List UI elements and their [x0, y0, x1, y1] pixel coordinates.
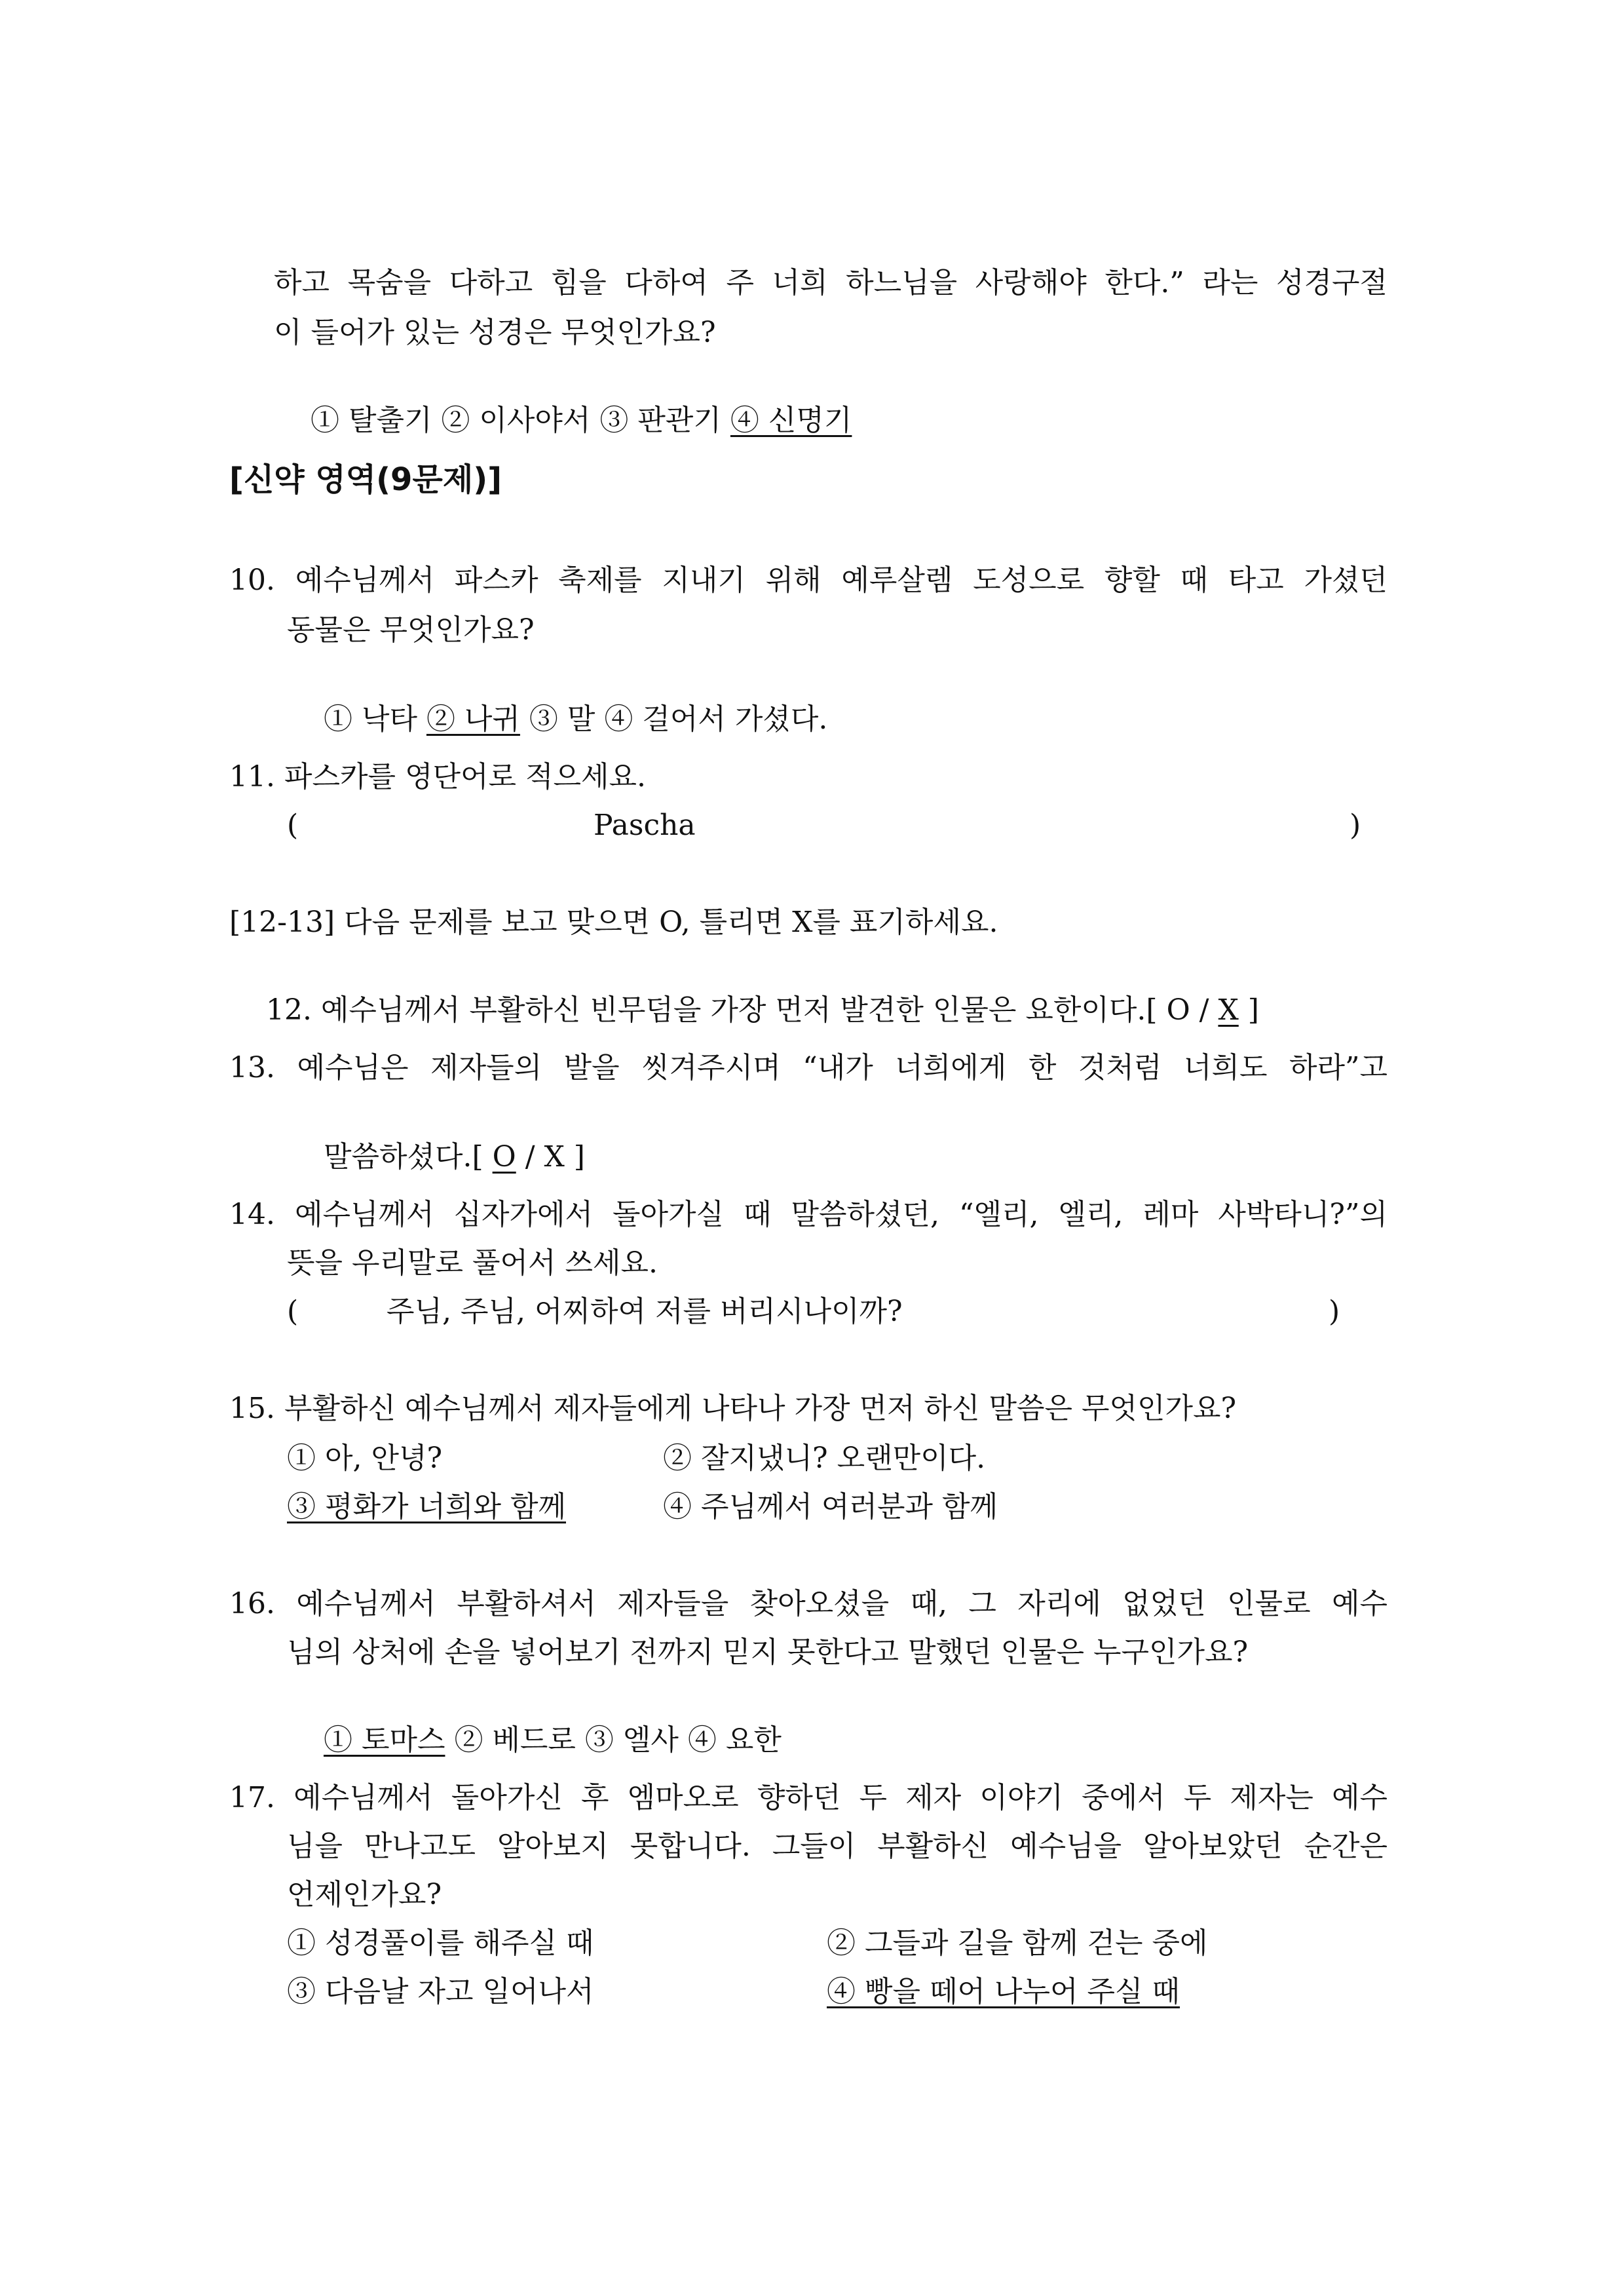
question-9-options-prefix: ① 탈출기 ② 이사야서 ③ 판관기	[310, 404, 730, 437]
question-13-suffix: / X ]	[516, 1140, 585, 1174]
question-10-options-rest: ③ 말 ④ 걸어서 가셨다.	[519, 702, 828, 736]
question-16-line-2: 님의 상처에 손을 넣어보기 전까지 믿지 못한다고 말했던 인물은 누구인가요?	[287, 1636, 1249, 1669]
question-13-answer: O	[492, 1140, 516, 1174]
question-16-answer: ① 토마스	[323, 1723, 445, 1757]
question-10-answer: ② 나귀	[426, 702, 520, 736]
question-11-line-1: 11. 파스카를 영단어로 적으세요.	[229, 760, 646, 794]
question-11-answer-line	[287, 806, 1368, 845]
question-17-line-1: 17. 예수님께서 돌아가신 후 엠마오로 향하던 두 제자 이야기 중에서 두 제자는 예수	[229, 1781, 1388, 1814]
question-15-option-1: ① 아, 안녕?	[287, 1442, 443, 1475]
question-9-line-1: 하고 목숨을 다하고 힘을 다하여 주 너희 하느님을 사랑해야 한다.” 라는 성경구절	[274, 266, 1388, 299]
question-12-text: 12. 예수님께서 부활하신 빈무덤을 가장 먼저 발견한 인물은 요한이다.[ O /	[265, 993, 1218, 1027]
question-10-line-1: 10. 예수님께서 파스카 축제를 지내기 위해 예루살렘 도성으로 향할 때 타고 가셨던	[229, 564, 1388, 597]
question-12-end: ]	[1238, 993, 1259, 1027]
question-14-open-paren: (	[287, 1295, 299, 1328]
question-14-line-1: 14. 예수님께서 십자가에서 돌아가실 때 말씀하셨던, “엘리, 엘리, 레마 사박타니?”의	[229, 1198, 1388, 1231]
question-15-answer: ③ 평화가 너희와 함께	[287, 1490, 566, 1523]
question-17-option-3: ③ 다음날 자고 일어나서	[287, 1975, 594, 2008]
question-12-13-instruction: [12-13] 다음 문제를 보고 맞으면 O, 틀리면 X를 표기하세요.	[229, 906, 998, 939]
question-14-close-paren: )	[1329, 1295, 1340, 1328]
question-11-answer: Pascha	[594, 809, 696, 842]
question-9-line-2: 이 들어가 있는 성경은 무엇인가요?	[274, 316, 716, 349]
question-15-option-4: ④ 주님께서 여러분과 함께	[663, 1490, 998, 1523]
question-13-line-1: 13. 예수님은 제자들의 발을 씻겨주시며 “내가 너희에게 한 것처럼 너희도 하라”고	[229, 1051, 1388, 1084]
question-16-options-rest: ② 베드로 ③ 엘사 ④ 요한	[445, 1723, 782, 1757]
section-heading: [신약 영역(9문제)]	[229, 461, 502, 498]
question-10-line-2: 동물은 무엇인가요?	[287, 613, 535, 647]
question-13-prefix: 말씀하셨다.[	[323, 1140, 493, 1174]
question-14-answer-line	[287, 1292, 1368, 1331]
question-11-open-paren: (	[287, 809, 299, 842]
question-17-line-2: 님을 만나고도 알아보지 못합니다. 그들이 부활하신 예수님을 알아보았던 순간은	[287, 1829, 1388, 1863]
question-9-answer: ④ 신명기	[730, 404, 852, 437]
question-12-answer: X	[1218, 993, 1239, 1027]
question-15-line-1: 15. 부활하신 예수님께서 제자들에게 나타나 가장 먼저 하신 말씀은 무엇인가요?	[229, 1392, 1237, 1425]
question-10-option-1: ① 낙타	[323, 702, 426, 736]
question-14-line-2: 뜻을 우리말로 풀어서 쓰세요.	[287, 1246, 658, 1280]
question-15-option-2: ② 잘지냈니? 오랜만이다.	[663, 1442, 986, 1475]
question-16-line-1: 16. 예수님께서 부활하셔서 제자들을 찾아오셨을 때, 그 자리에 없었던 인물로 예수	[229, 1587, 1388, 1620]
question-17-option-1: ① 성경풀이를 해주실 때	[287, 1926, 594, 1960]
question-11-close-paren: )	[1350, 809, 1361, 842]
question-17-line-3: 언제인가요?	[287, 1878, 442, 1911]
question-17-option-2: ② 그들과 길을 함께 걷는 중에	[827, 1926, 1208, 1960]
question-14-answer: 주님, 주님, 어찌하여 저를 버리시나이까?	[387, 1295, 903, 1328]
question-17-answer: ④ 빵을 떼어 나누어 주실 때	[827, 1975, 1180, 2008]
